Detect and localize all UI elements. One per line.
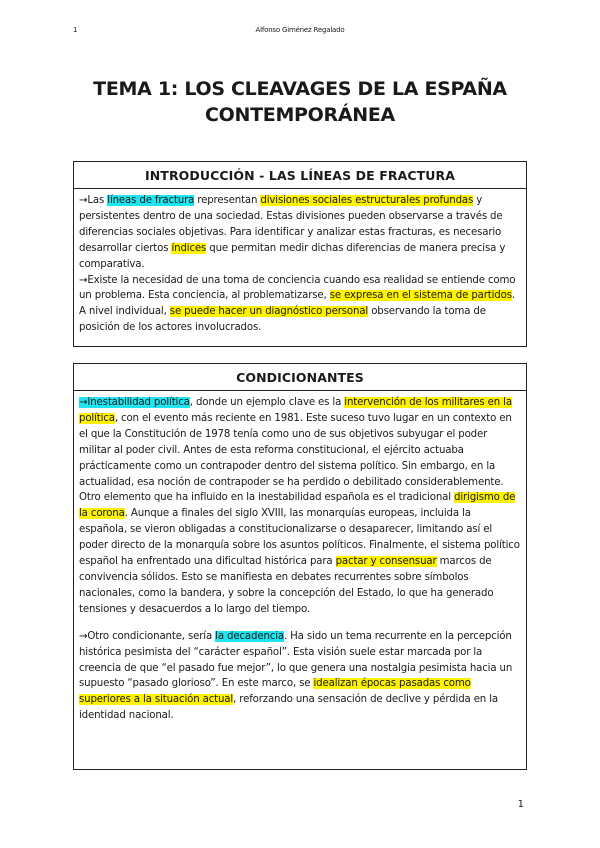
highlight-yellow: intervención de los militares en la política: [79, 397, 512, 424]
text-run: . Aunque a finales del siglo XVIII, las monarquías europeas, incluida la española, se vieron obligadas a constitucionalizarse o desaparecer, limitando así el poder directo de la monarquía sobre los asuntos políticos. Finalmente, el sistema político español ha enfrentado una dificultad histórica para: [79, 508, 520, 568]
text-run: observando la toma de posición de los actores involucrados.: [79, 306, 486, 334]
introduction-paragraph-1: [79, 193, 521, 273]
text-run: , reforzando una sensación de declive y pérdida en la identidad nacional.: [79, 694, 498, 722]
highlight-yellow: divisiones sociales estructurales profundas: [260, 195, 474, 206]
highlight-yellow: idealizan épocas pasadas como superiores a la situación actual: [79, 678, 471, 706]
text-run: y persistentes dentro de una sociedad. Estas divisiones pueden observarse a través de diferencias sociales objetivas. Para identificar y analizar estas fracturas, es necesario desarrollar ciertos: [79, 195, 503, 254]
highlight-yellow: se puede hacer un diagnóstico personal: [169, 306, 369, 318]
paragraph-gap: [79, 618, 521, 629]
text-run: que permitan medir dichas diferencias de manera precisa y comparativa.: [79, 242, 506, 270]
text-run: →Existe la necesidad de una toma de conciencia cuando esa realidad se entiende como un problema. Esta conciencia, al problematizarse,: [79, 274, 516, 302]
text-run: . A nivel individual,: [79, 290, 515, 318]
highlight-yellow: se expresa en el sistema de partidos: [329, 290, 512, 302]
introduction-paragraph-2: [79, 273, 521, 337]
text-run: . Ha sido un tema recurrente en la percepción histórica pesimista del “carácter español”. Esta visión suele estar marcada por la creencia de que “el pasado fue mejor”, lo que genera una nostalgia pesimista hacia un supuesto “pasado glorioso”. En este marco, se: [79, 630, 513, 690]
title-line-1: TEMA 1: LOS CLEAVAGES DE LA ESPAÑA: [93, 78, 507, 100]
text-run: →Otro condicionante, sería: [79, 630, 216, 642]
conditioning-paragraph-1: [79, 395, 521, 618]
footer-page-number: 1: [517, 799, 524, 810]
introduction-body: [74, 189, 526, 336]
header-page-number: 1: [73, 26, 78, 34]
text-run: , donde un ejemplo clave es la: [189, 397, 345, 408]
header-author: Alfonso Giménez Regalado: [255, 26, 345, 34]
text-run: representan: [194, 195, 261, 206]
highlight-yellow: índices: [171, 242, 207, 254]
highlight-cyan: la decadencia: [215, 630, 284, 642]
conditioning-factors-body: [74, 391, 526, 724]
highlight-yellow: pactar y consensuar: [335, 556, 437, 568]
conditioning-factors-box: [73, 363, 527, 770]
conditioning-paragraph-2: [79, 629, 521, 724]
highlight-cyan: líneas de fractura: [107, 195, 195, 206]
title-line-2: CONTEMPORÁNEA: [205, 104, 395, 126]
text-run: →Las: [79, 195, 108, 206]
text-run: , con el evento más reciente en 1981. Este suceso tuvo lugar en un contexto en el que la Constitución de 1978 tenía como uno de sus objetivos subyugar el poder militar al poder civil. Antes de esta reforma constitucional, el ejército actuaba prácticamente como un contrapoder dentro del sistema político. Sin embargo, en la actualidad, esa noción de contrapoder se ha perdido o debilitado considerablemente. Otro elemento que ha influido en la inestabilidad española es el tradicional: [79, 412, 512, 504]
conditioning-factors-heading: CONDICIONANTES: [74, 364, 526, 391]
document-title: [40, 76, 560, 128]
highlight-yellow: dirigismo de la corona: [79, 492, 516, 520]
introduction-heading: INTRODUCCIÓN - LAS LÍNEAS DE FRACTURA: [74, 162, 526, 189]
highlight-cyan: →Inestabilidad política: [79, 397, 190, 408]
introduction-box: [73, 161, 527, 347]
text-run: marcos de convivencia sólidos. Esto se manifiesta en debates recurrentes sobre símbolos nacionales, como la bandera, y sobre la concepción del Estado, lo que ha generado tensiones y desacuerdos a lo largo del tiempo.: [79, 556, 494, 615]
